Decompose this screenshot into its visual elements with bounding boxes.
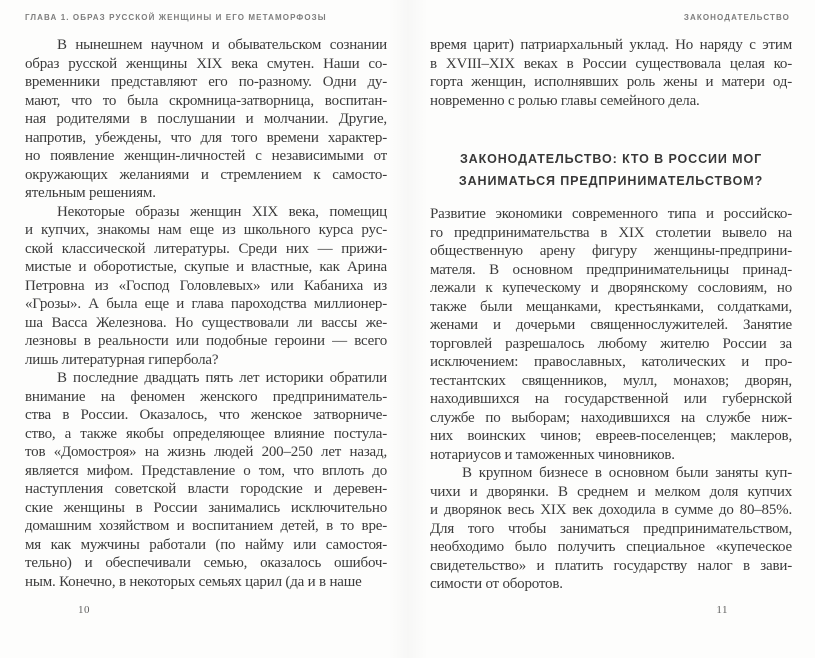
text-line: является мифом. Представление о том, что вплоть до xyxy=(25,462,387,479)
text-line: время царит) патриархальный уклад. Но наряду с этим xyxy=(430,37,792,53)
text-line: необходимо было получить специальное «купеческое xyxy=(430,539,792,555)
text-line: исключением: православных, католических и про- xyxy=(430,354,792,370)
text-line: «Грозы». А была еще и глава пароходства миллионер- xyxy=(25,296,387,312)
text-line: торговлей разрешалось любому жителю России за xyxy=(430,335,792,352)
paragraph xyxy=(430,205,792,464)
text-line: службе по выборам; находившихся на службе ниж- xyxy=(430,409,792,426)
text-line: ство, а также якобы определяющее влияние постула- xyxy=(25,425,387,442)
text-line: мя как мужчины работали (по найму или самостоя- xyxy=(25,536,387,553)
text-line: Развитие экономики современного типа и российско- xyxy=(430,206,792,222)
text-line: В крупном бизнесе в основном были заняты куп- xyxy=(462,465,792,481)
text-line: мистые и оборотистые, скупые и властные, как Арина xyxy=(25,259,387,275)
text-line: также были мещанками, крестьянками, солдатками, xyxy=(430,298,792,315)
text-line: напротив, убеждены, что для того времени характер- xyxy=(25,129,387,146)
text-line: лежали к купеческому и дворянскому сословиям, но xyxy=(430,280,792,296)
text-line: ЗАНИМАТЬСЯ ПРЕДПРИНИМАТЕЛЬСТВОМ? xyxy=(458,174,764,188)
text-line: горта женщин, исполнявших роль жены и матери од- xyxy=(430,74,792,90)
text-line: домашним хозяйством и воспитанием детей, в то вре- xyxy=(25,518,387,534)
text-line: Некоторые образы женщин XIX века, помещиц xyxy=(57,203,387,220)
page-number-left: 10 xyxy=(78,604,90,616)
text-line: ша Васса Железнова. Но существовали ли вассы же- xyxy=(25,314,387,331)
running-head-chapter: ГЛАВА 1. ОБРАЗ РУССКОЙ ЖЕНЩИНЫ И ЕГО МЕТАМОРФОЗЫ xyxy=(25,13,327,22)
text-line: мают, что то была скромница-затворница, воспитан- xyxy=(25,92,387,109)
text-line: свидетельство» и платить государству налог в зави- xyxy=(430,557,792,574)
page-number-right: 11 xyxy=(716,604,728,616)
text-line: чихи и дворянки. В среднем и мелком доля купчих xyxy=(430,483,792,500)
text-line: В последние двадцать пять лет историки обратили xyxy=(57,370,387,386)
text-line: Петровна из «Господ Головлевых» или Кабаниха из xyxy=(25,277,387,294)
text-line: женами и дочерьми священнослужителей. Занятие xyxy=(430,317,792,333)
paragraph xyxy=(25,36,387,203)
text-line: и дворянок весь XIX век доходила в сумме до 80–85%. xyxy=(430,502,792,518)
text-line: ным. Конечно, в некоторых семьях царил (да и в наше xyxy=(25,573,362,590)
text-line: общественную арену фигуру женщины-предприни- xyxy=(430,243,792,259)
text-line: Для того чтобы заниматься предпринимательством, xyxy=(430,520,792,537)
running-head-section: ЗАКОНОДАТЕЛЬСТВО xyxy=(683,13,790,22)
paragraph xyxy=(430,36,792,110)
text-line: окружающих желаниями и стремлением к самосто- xyxy=(25,166,387,183)
text-line: тов «Домостроя» на жизнь людей 200–250 лет назад, xyxy=(25,444,387,460)
text-line: ятельным решениям. xyxy=(25,185,156,201)
text-line: нотариусов и таможенных чиновников. xyxy=(430,446,675,463)
text-line: новременно с ролью главы семейного дела. xyxy=(430,92,700,109)
text-line: В нынешнем научном и обывательском сознании xyxy=(57,37,387,53)
page-left xyxy=(0,0,407,658)
page-right xyxy=(408,0,815,658)
text-line: но появление женщин-личностей с независимыми от xyxy=(25,148,387,164)
text-block-left xyxy=(25,36,387,591)
text-line: го предпринимательства в XIX столетии вывело на xyxy=(430,224,792,241)
text-line: ЗАКОНОДАТЕЛЬСТВО: КТО В РОССИИ МОГ xyxy=(459,152,763,166)
text-line: тельно) и обеспечивали семью, оказалось ошибоч- xyxy=(25,555,387,571)
text-line: ная родителями в послушании и молчании. Другие, xyxy=(25,111,387,127)
text-block-right xyxy=(430,36,792,594)
text-line: лезновы в реальности или подобные героини — всего xyxy=(25,333,387,349)
text-line: находившихся на государственной или губернской xyxy=(430,391,792,407)
text-line: ской классической литературы. Среди них — прижи- xyxy=(25,240,387,257)
text-line: и купчих, знакомы нам еще из школьного курса рус- xyxy=(25,222,387,238)
text-line: мателя. В основном предпринимательницы принад- xyxy=(430,261,792,278)
paragraph xyxy=(430,464,792,594)
text-line: внимание на феномен женского предприниматель- xyxy=(25,388,387,405)
text-line: симости от оборотов. xyxy=(430,576,563,592)
text-line: наступления советской власти городские и деревен- xyxy=(25,481,387,497)
text-line: ства в России. Оказалось, что женское затворниче- xyxy=(25,407,387,423)
text-line: них воинских чинов; евреев-поселенцев; маклеров, xyxy=(430,428,792,444)
paragraph xyxy=(25,369,387,591)
text-line: лишь литературная гипербола? xyxy=(25,351,219,368)
text-line: образ русской женщины XIX века смутен. Наши со- xyxy=(25,55,387,72)
text-line: тестантских священников, мулл, монахов; дворян, xyxy=(430,372,792,389)
text-line: в XVIII–XIX веках в России существовала целая ко- xyxy=(430,55,792,72)
text-line: временники представляют его по-разному. Одни ду- xyxy=(25,74,387,90)
paragraph xyxy=(25,203,387,370)
section-heading xyxy=(430,148,792,192)
text-line: ские женщины в России занимались исключительно xyxy=(25,499,387,516)
